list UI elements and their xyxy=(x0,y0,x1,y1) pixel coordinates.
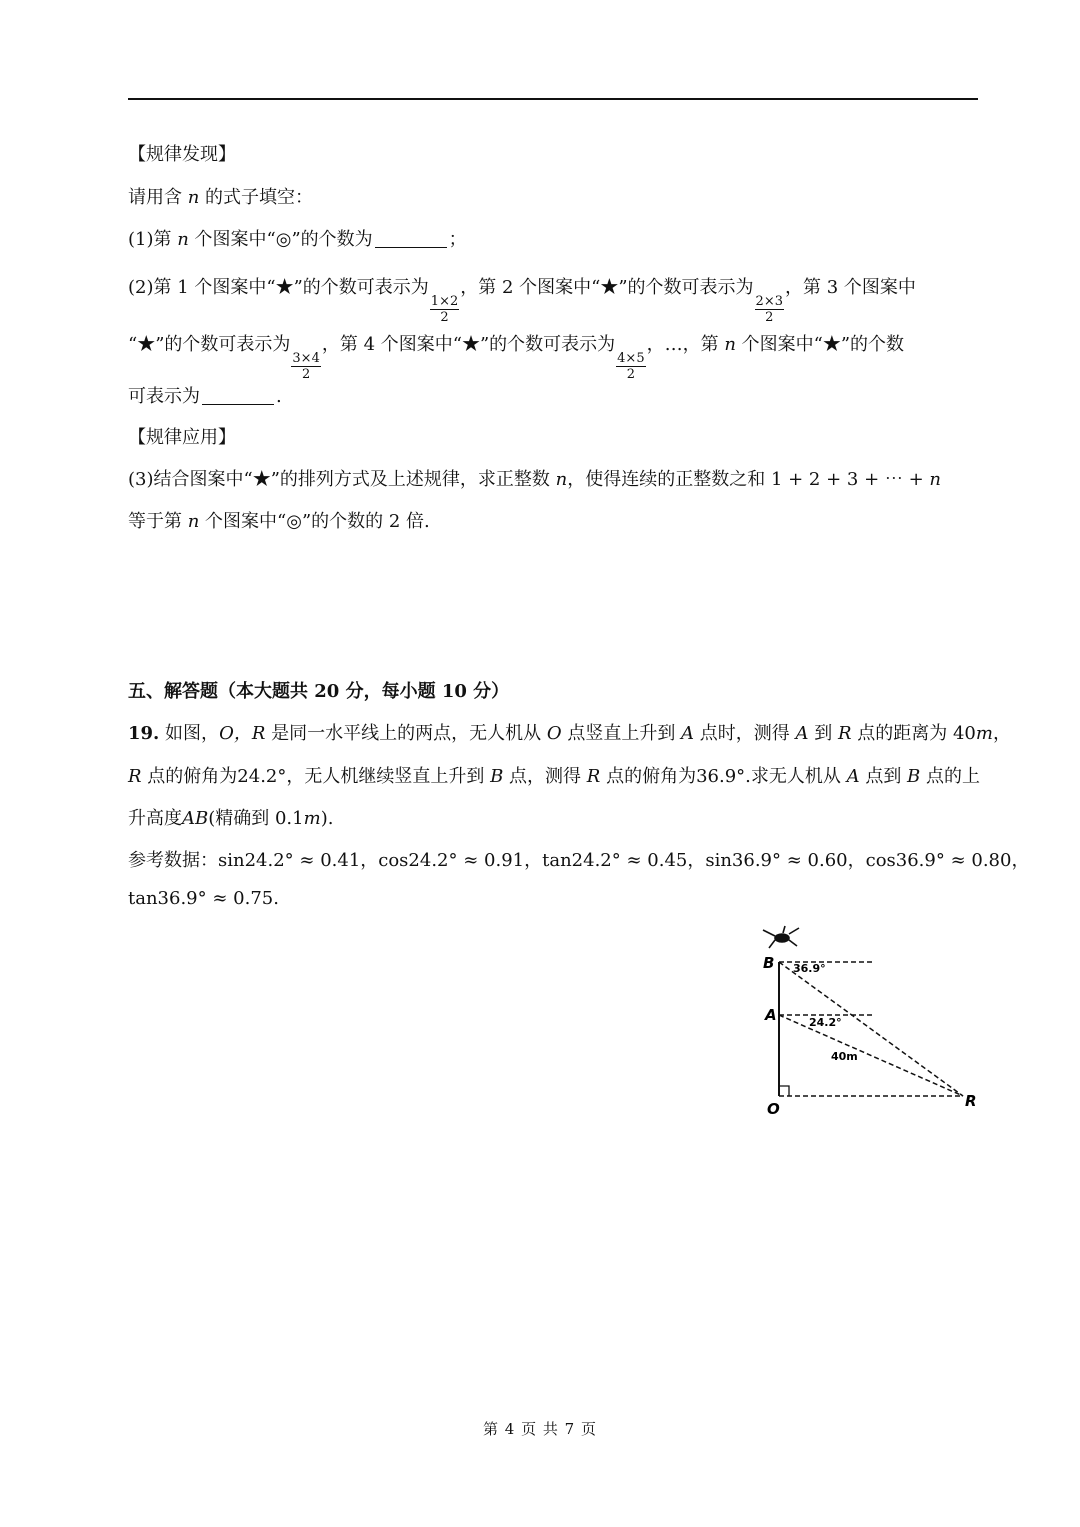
label-R: R xyxy=(965,1092,977,1110)
fraction: $\frac{3\times 4}{2}$ xyxy=(292,351,320,382)
angle-label-B: 36.9° xyxy=(793,962,826,975)
label-B: B xyxy=(763,954,775,972)
question-2-line-2: “★”的个数可表示为 $\frac{3\times 4}{2}$ ，第 4 个图案中“★”的个数可表示为 $\frac{4\times 5}{2}$ ，…，第 n 个图案中“★”的个数 xyxy=(128,334,905,382)
answer-blank[interactable] xyxy=(375,231,447,248)
question-2-line-1: (2)第 1 个图案中“★”的个数可表示为 $\frac{1\times 2}{2}$ ，第 2 个图案中“★”的个数可表示为 $\frac{2\times 3}{2}$ ，第 3 个图案中 xyxy=(128,277,916,325)
question-1: (1)第 n 个图案中“◎”的个数为 ； xyxy=(128,229,467,250)
sight-line-AR xyxy=(779,1015,963,1096)
rule-discovery-heading: 【规律发现】 xyxy=(128,144,236,165)
label-A: A xyxy=(765,1006,777,1024)
section-5-heading: 五、解答题（本大题共 20 分，每小题 10 分） xyxy=(128,681,510,702)
fraction: $\frac{1\times 2}{2}$ xyxy=(430,294,459,325)
fraction: $\frac{2\times 3}{2}$ xyxy=(755,294,783,325)
page-footer: 第 4 页 共 7 页 xyxy=(483,1420,597,1438)
drone-icon xyxy=(763,926,799,948)
sight-line-BR xyxy=(779,962,963,1096)
question-3-line-2: 等于第 n 个图案中“◎”的个数的 2 倍. xyxy=(128,511,430,532)
angle-label-A: 24.2° xyxy=(809,1016,842,1029)
intro-line: 请用含 n 的式子填空： xyxy=(128,187,314,208)
drone-geometry-figure xyxy=(755,920,985,1120)
question-19-line-2: R 点的俯角为24.2°，无人机继续竖直上升到 B 点，测得 R 点的俯角为36.9°.求无人机从 A 点到 B 点的上 xyxy=(128,766,981,787)
rule-application-heading: 【规律应用】 xyxy=(128,427,236,448)
question-19-line-3: 升高度AB(精确到 0.1m). xyxy=(128,808,334,829)
question-3-line-1: (3)结合图案中“★”的排列方式及上述规律，求正整数 n，使得连续的正整数之和 1 + 2 + 3 + ⋯ + n xyxy=(128,469,941,490)
reference-data-line-2: tan36.9° ≈ 0.75. xyxy=(128,888,279,909)
right-angle-mark xyxy=(779,1086,789,1096)
label-O: O xyxy=(767,1100,780,1118)
top-rule xyxy=(128,98,978,100)
reference-data-line-1: 参考数据：sin24.2° ≈ 0.41，cos24.2° ≈ 0.91，tan24.2° ≈ 0.45，sin36.9° ≈ 0.60，cos36.9° ≈ 0.80， xyxy=(128,850,1030,871)
question-2-line-3: 可表示为 . xyxy=(128,386,282,407)
length-label-AR: 40m xyxy=(831,1050,858,1063)
fraction: $\frac{4\times 5}{2}$ xyxy=(617,351,645,382)
question-19-line-1: 19. 如图，O，R 是同一水平线上的两点，无人机从 O 点竖直上升到 A 点时，测得 A 到 R 点的距离为 40m， xyxy=(128,723,1011,744)
answer-blank[interactable] xyxy=(202,388,274,405)
